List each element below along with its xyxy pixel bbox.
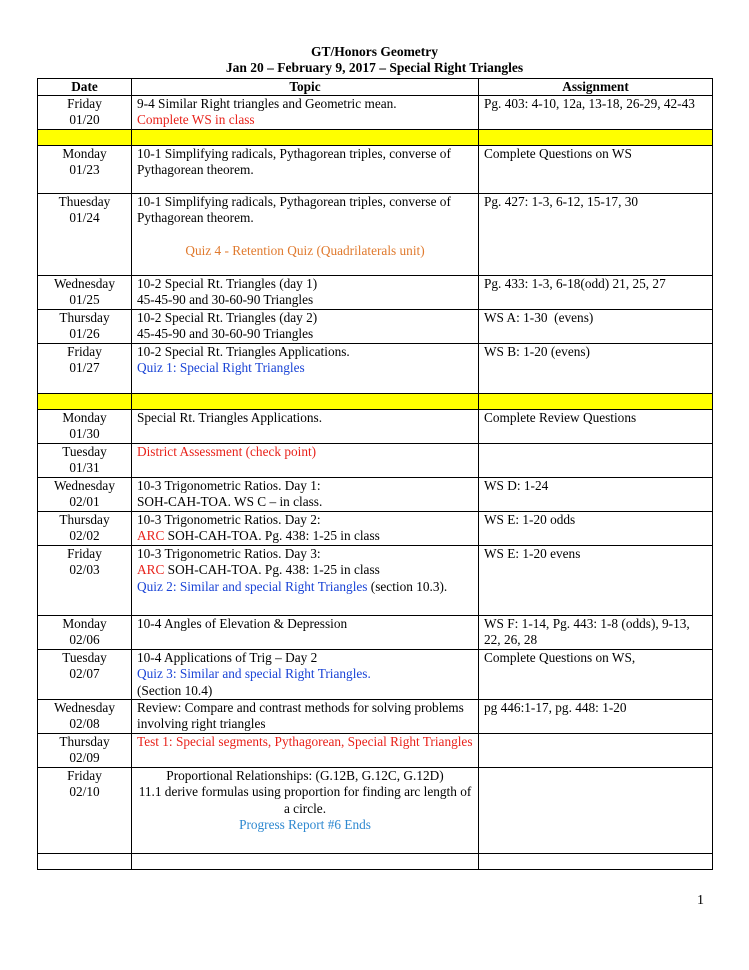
topic-line: 10-3 Trigonometric Ratios. Day 2:: [137, 512, 321, 528]
header-row: [38, 79, 713, 96]
topic-line: 10-1 Simplifying radicals, Pythagorean triples, converse of Pythagorean theorem.: [137, 146, 451, 178]
topic-line: (Section 10.4): [137, 682, 213, 698]
topic-line: [137, 562, 473, 578]
table-row: [38, 344, 713, 394]
table-row: [38, 546, 713, 616]
topic-cell: [132, 546, 479, 616]
topic-cell: [132, 276, 479, 310]
topic-line: 45-45-90 and 30-60-90 Triangles: [137, 326, 314, 342]
topic-line: Review: Compare and contrast methods for solving problems involving right triangles: [137, 700, 464, 732]
assignment-cell: WS A: 1-30 (evens): [479, 310, 713, 344]
topic-cell: [132, 410, 479, 444]
column-header-assignment: Assignment: [479, 79, 713, 96]
weekday-label: Thursday: [59, 310, 110, 326]
table-row: [38, 410, 713, 444]
date-cell: [38, 734, 132, 768]
table-row: [38, 650, 713, 700]
date-cell: [38, 146, 132, 194]
date-label: 01/23: [69, 162, 100, 178]
date-cell: [38, 478, 132, 512]
topic-line: 10-1 Simplifying radicals, Pythagorean triples, converse of Pythagorean theorem.: [137, 194, 451, 226]
date-label: 01/20: [69, 112, 100, 128]
date-cell: [38, 96, 132, 130]
date-label: 02/01: [69, 494, 100, 510]
assignment-cell: pg 446:1-17, pg. 448: 1-20: [479, 700, 713, 734]
date-label: 02/03: [69, 562, 100, 578]
weekday-label: Thursday: [59, 512, 110, 528]
assignment-cell: WS B: 1-20 (evens): [479, 344, 713, 394]
weekday-label: Wednesday: [54, 700, 115, 716]
assignment-cell: Complete Review Questions: [479, 410, 713, 444]
assignment-cell: Pg. 433: 1-3, 6-18(odd) 21, 25, 27: [479, 276, 713, 310]
schedule-table: [37, 78, 713, 870]
empty-cell: [479, 854, 713, 870]
assignment-cell: [479, 734, 713, 768]
table-row: [38, 146, 713, 194]
topic-line: Progress Report #6 Ends: [239, 816, 371, 832]
topic-cell: [132, 310, 479, 344]
topic-text: SOH-CAH-TOA. Pg. 438: 1-25 in class: [164, 562, 380, 578]
table-row: [38, 96, 713, 130]
date-cell: [38, 616, 132, 650]
table-row: [38, 616, 713, 650]
date-cell: [38, 512, 132, 546]
topic-highlight-text: ARC: [137, 562, 165, 578]
table-row: [38, 700, 713, 734]
topic-line: Proportional Relationships: (G.12B, G.12C, G.12D): [166, 768, 444, 784]
topic-line: 10-2 Special Rt. Triangles Applications.: [137, 344, 350, 360]
assignment-cell: [479, 444, 713, 478]
topic-text: (section 10.3).: [367, 578, 448, 594]
date-label: 01/26: [69, 326, 100, 342]
topic-line: SOH-CAH-TOA. WS C – in class.: [137, 494, 323, 510]
assignment-cell: Pg. 403: 4-10, 12a, 13-18, 26-29, 42-43: [479, 96, 713, 130]
table-row: [38, 194, 713, 276]
date-label: 01/27: [69, 360, 100, 376]
topic-line: District Assessment (check point): [137, 444, 317, 460]
topic-line: 10-3 Trigonometric Ratios. Day 3:: [137, 546, 321, 562]
topic-cell: [132, 478, 479, 512]
topic-highlight-text: ARC: [137, 528, 165, 544]
date-label: 01/31: [69, 460, 100, 476]
date-cell: [38, 276, 132, 310]
date-label: 02/07: [69, 666, 100, 682]
assignment-cell: WS E: 1-20 evens: [479, 546, 713, 616]
date-cell: [38, 310, 132, 344]
topic-line: 10-4 Angles of Elevation & Depression: [137, 616, 348, 632]
topic-cell: [132, 768, 479, 854]
topic-line: Quiz 4 - Retention Quiz (Quadrilaterals unit): [185, 242, 425, 258]
empty-cell: [38, 854, 132, 870]
highlight-row: [38, 130, 713, 146]
empty-cell: [38, 394, 132, 410]
weekday-label: Friday: [67, 344, 102, 360]
empty-cell: [132, 394, 479, 410]
date-cell: [38, 546, 132, 616]
topic-line: Quiz 1: Special Right Triangles: [137, 360, 305, 376]
empty-cell: [132, 130, 479, 146]
assignment-cell: [479, 768, 713, 854]
date-label: 02/08: [69, 716, 100, 732]
topic-line: [137, 528, 473, 544]
assignment-cell: Pg. 427: 1-3, 6-12, 15-17, 30: [479, 194, 713, 276]
topic-cell: [132, 194, 479, 276]
topic-line: 10-4 Applications of Trig – Day 2: [137, 650, 318, 666]
topic-line: 11.1 derive formulas using proportion for finding arc length of a circle.: [138, 784, 472, 816]
empty-cell: [132, 854, 479, 870]
table-row: [38, 768, 713, 854]
date-label: 01/30: [69, 426, 100, 442]
topic-line: 10-2 Special Rt. Triangles (day 2): [137, 310, 318, 326]
topic-line: Quiz 3: Similar and special Right Triangles.: [137, 666, 371, 682]
topic-cell: [132, 444, 479, 478]
weekday-label: Friday: [67, 546, 102, 562]
document-title: GT/Honors Geometry: [310, 44, 439, 59]
assignment-cell: WS D: 1-24: [479, 478, 713, 512]
date-cell: [38, 410, 132, 444]
topic-line: 45-45-90 and 30-60-90 Triangles: [137, 292, 314, 308]
topic-cell: [132, 512, 479, 546]
date-label: 02/02: [69, 528, 100, 544]
date-cell: [38, 700, 132, 734]
topic-line: 10-3 Trigonometric Ratios. Day 1:: [137, 478, 321, 494]
topic-line: 9-4 Similar Right triangles and Geometric mean.: [137, 96, 397, 112]
table-row: [38, 276, 713, 310]
assignment-cell: WS E: 1-20 odds: [479, 512, 713, 546]
table-row: [38, 310, 713, 344]
date-cell: [38, 194, 132, 276]
table-row: [38, 734, 713, 768]
highlight-row: [38, 394, 713, 410]
topic-cell: [132, 734, 479, 768]
weekday-label: Friday: [67, 768, 102, 784]
assignment-cell: Complete Questions on WS,: [479, 650, 713, 700]
topic-cell: [132, 146, 479, 194]
topic-cell: [132, 650, 479, 700]
weekday-label: Thursday: [59, 734, 110, 750]
topic-cell: [132, 96, 479, 130]
weekday-label: Thuesday: [58, 194, 111, 210]
topic-text: SOH-CAH-TOA. Pg. 438: 1-25 in class: [164, 528, 380, 544]
topic-cell: [132, 616, 479, 650]
topic-line: [137, 579, 473, 595]
weekday-label: Monday: [62, 146, 107, 162]
weekday-label: Tuesday: [62, 444, 107, 460]
weekday-label: Wednesday: [54, 478, 115, 494]
topic-highlight-text: Quiz 2: Similar and special Right Triangles: [137, 578, 368, 594]
weekday-label: Monday: [62, 410, 107, 426]
empty-cell: [479, 130, 713, 146]
date-label: 02/06: [69, 632, 100, 648]
document-subtitle: Jan 20 – February 9, 2017 – Special Right Triangles: [225, 60, 524, 75]
date-cell: [38, 768, 132, 854]
empty-cell: [38, 130, 132, 146]
empty-row: [38, 854, 713, 870]
weekday-label: Wednesday: [54, 276, 115, 292]
table-row: [38, 444, 713, 478]
topic-line: Complete WS in class: [137, 112, 255, 128]
table-row: [38, 478, 713, 512]
date-label: 01/25: [69, 292, 100, 308]
topic-line: Test 1: Special segments, Pythagorean, Special Right Triangles: [137, 734, 473, 750]
column-header-topic: Topic: [132, 79, 479, 96]
table-row: [38, 512, 713, 546]
topic-line: Special Rt. Triangles Applications.: [137, 410, 323, 426]
topic-line: 10-2 Special Rt. Triangles (day 1): [137, 276, 318, 292]
column-header-date: Date: [38, 79, 132, 96]
assignment-cell: WS F: 1-14, Pg. 443: 1-8 (odds), 9-13, 22, 26, 28: [479, 616, 713, 650]
assignment-cell: Complete Questions on WS: [479, 146, 713, 194]
topic-cell: [132, 344, 479, 394]
date-label: 02/10: [69, 784, 100, 800]
weekday-label: Tuesday: [62, 650, 107, 666]
weekday-label: Monday: [62, 616, 107, 632]
weekday-label: Friday: [67, 96, 102, 112]
empty-cell: [479, 394, 713, 410]
date-label: 02/09: [69, 750, 100, 766]
date-cell: [38, 344, 132, 394]
date-cell: [38, 444, 132, 478]
date-label: 01/24: [69, 210, 100, 226]
date-cell: [38, 650, 132, 700]
topic-cell: [132, 700, 479, 734]
page-number: 1: [697, 893, 704, 908]
